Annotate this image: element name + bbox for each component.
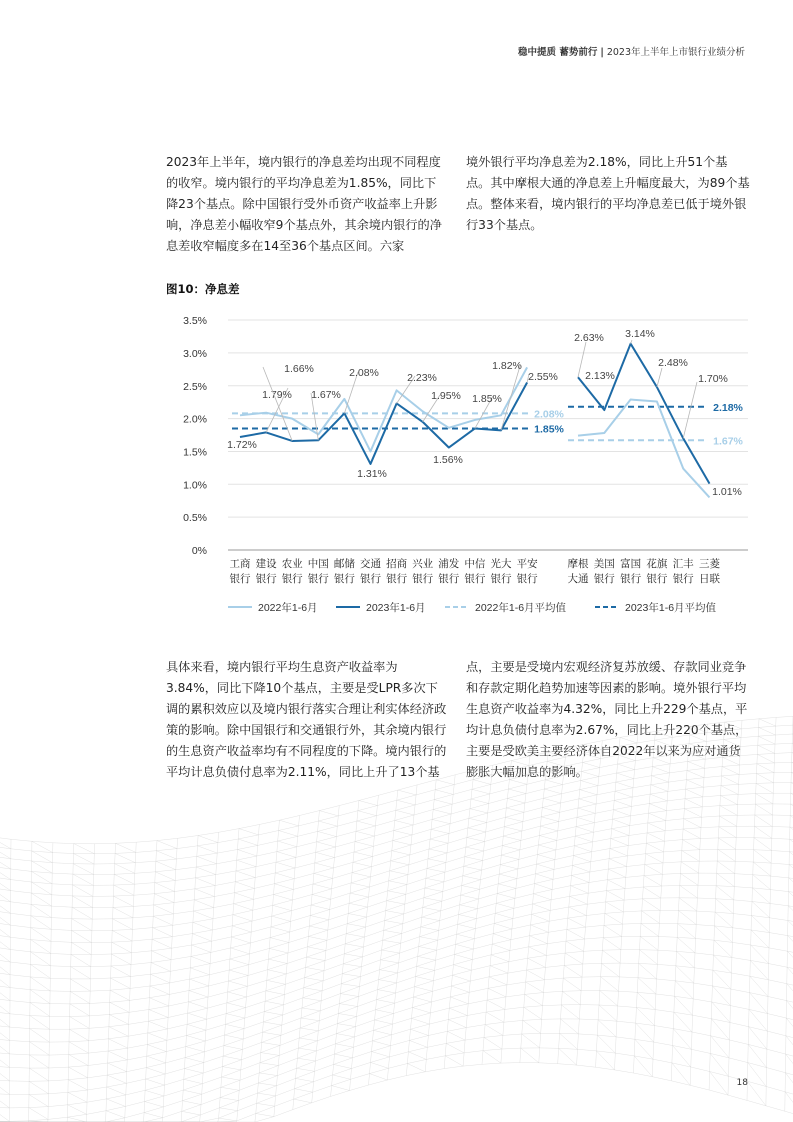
legend-label: 2022年1-6月平均值 (475, 602, 567, 614)
x-tick-label: 农业 (281, 558, 303, 570)
x-tick-label: 银行 (464, 573, 486, 585)
data-label: 1.95% (431, 390, 461, 402)
avg-label-domestic-2023: 1.85% (534, 423, 564, 436)
data-label: 1.56% (433, 454, 463, 466)
header-title: 稳中提质 蓄势前行 (518, 47, 598, 58)
header-subtitle: 2023年上半年上市银行业绩分析 (606, 47, 745, 58)
x-tick-label: 银行 (672, 573, 694, 585)
y-tick-label: 1.0% (183, 479, 207, 492)
data-label: 1.66% (284, 363, 314, 375)
x-tick-label: 交通 (360, 558, 381, 570)
data-label-leader (657, 368, 662, 387)
x-tick-label: 浦发 (438, 558, 460, 570)
paragraph-detail-left: 具体来看，境内银行平均生息资产收益率为3.84%，同比下降10个基点，主要是受LPR多次下调的累积效应以及境内银行落实合理让利实体经济政策的影响。除中国银行和交通银行外，其余境内银行的生息资产收益率均有不同程度的下降。境内银行的平均计息负债付息率为2.11%，同比上升了13个基 (166, 660, 447, 779)
wave-mesh-lines (0, 715, 793, 1122)
data-label: 1.70% (698, 373, 728, 385)
x-tick-label: 银行 (593, 573, 615, 585)
x-tick-label: 银行 (516, 573, 538, 585)
x-tick-label: 银行 (386, 573, 408, 585)
data-label: 1.72% (227, 439, 257, 451)
x-tick-label: 银行 (412, 573, 434, 585)
x-tick-label: 汇丰 (672, 558, 694, 570)
data-label: 2.23% (407, 372, 437, 384)
paragraph-intro-left: 2023年上半年，境内银行的净息差均出现不同程度的收窄。境内银行的平均净息差为1.85%，同比下降23个基点。除中国银行受外币资产收益率上升影响，净息差小幅收窄9个基点外，其余境内银行的净息差收窄幅度多在14至36个基点区间。六家 (166, 155, 442, 253)
x-tick-label: 招商 (386, 558, 408, 570)
y-tick-label: 2.0% (183, 413, 207, 426)
x-tick-label: 银行 (255, 573, 277, 585)
data-label: 1.82% (492, 360, 522, 372)
x-tick-label: 平安 (516, 558, 538, 570)
avg-label-domestic-2022: 2.08% (534, 408, 564, 421)
x-tick-label: 建设 (255, 558, 277, 570)
x-tick-label: 银行 (229, 573, 251, 585)
figure-title: 图10：净息差 (166, 282, 240, 296)
data-label: 2.48% (658, 357, 688, 369)
avg-label-foreign-2022: 1.67% (713, 435, 743, 448)
data-label: 2.08% (349, 367, 379, 379)
data-label: 2.13% (585, 370, 615, 382)
data-label: 3.14% (625, 328, 655, 340)
x-tick-label: 兴业 (412, 558, 434, 570)
data-label: 1.79% (262, 389, 292, 401)
y-tick-label: 3.5% (183, 315, 207, 328)
data-label: 1.67% (311, 389, 341, 401)
series-2023-foreign-line (578, 344, 710, 484)
y-tick-label: 2.5% (183, 380, 207, 393)
data-label: 2.55% (528, 371, 558, 383)
x-tick-label: 银行 (490, 573, 512, 585)
x-tick-label: 光大 (490, 558, 512, 570)
data-label: 1.85% (472, 393, 502, 405)
x-tick-label: 银行 (438, 573, 460, 585)
x-tick-label: 银行 (646, 573, 668, 585)
data-label: 2.63% (574, 332, 604, 344)
data-label: 1.31% (357, 468, 387, 480)
y-tick-label: 0.5% (183, 512, 207, 525)
y-tick-label: 3.0% (183, 347, 207, 360)
legend-label: 2023年1-6月平均值 (625, 602, 717, 614)
avg-label-foreign-2023: 2.18% (713, 401, 743, 414)
legend-label: 2022年1-6月 (258, 602, 318, 614)
x-tick-label: 邮储 (333, 558, 355, 570)
x-tick-label: 中国 (307, 558, 329, 570)
data-label-leader (501, 366, 520, 430)
x-tick-label: 银行 (281, 573, 303, 585)
paragraph-intro-right: 境外银行平均净息差为2.18%，同比上升51个基点。其中摩根大通的净息差上升幅度最大，为89个基点。整体来看，境内银行的平均净息差已低于境外银行33个基点。 (466, 155, 750, 232)
x-tick-label: 三菱 (699, 558, 720, 570)
decorative-wave-mesh (0, 690, 793, 1122)
data-label-leader (683, 382, 697, 438)
x-tick-label: 摩根 (567, 558, 589, 570)
y-tick-label: 0% (191, 545, 207, 557)
x-tick-label: 银行 (307, 573, 329, 585)
x-tick-label: 银行 (620, 573, 642, 585)
x-tick-label: 银行 (360, 573, 381, 585)
x-tick-label: 富国 (620, 558, 642, 570)
x-tick-label: 花旗 (646, 558, 668, 570)
paragraph-detail-right: 点，主要是受境内宏观经济复苏放缓、存款同业竞争和存款定期化趋势加速等因素的影响。境外银行平均生息资产收益率为4.32%，同比上升229个基点，平均计息负债付息率为2.67%，同比上升220个基点，主要是受欧美主要经济体自2022年以来为应对通货膨胀大幅加息的影响。 (466, 660, 748, 779)
y-tick-label: 1.5% (183, 446, 207, 459)
x-tick-label: 工商 (229, 558, 251, 570)
x-tick-label: 中信 (464, 558, 486, 570)
x-tick-label: 银行 (333, 573, 355, 585)
x-tick-label: 日联 (699, 573, 720, 585)
x-tick-label: 美国 (593, 558, 615, 570)
page-number: 18 (736, 1078, 748, 1088)
x-tick-label: 大通 (567, 573, 589, 585)
data-label: 1.01% (712, 486, 742, 498)
header-separator: | (600, 47, 604, 58)
legend-label: 2023年1-6月 (366, 602, 426, 614)
